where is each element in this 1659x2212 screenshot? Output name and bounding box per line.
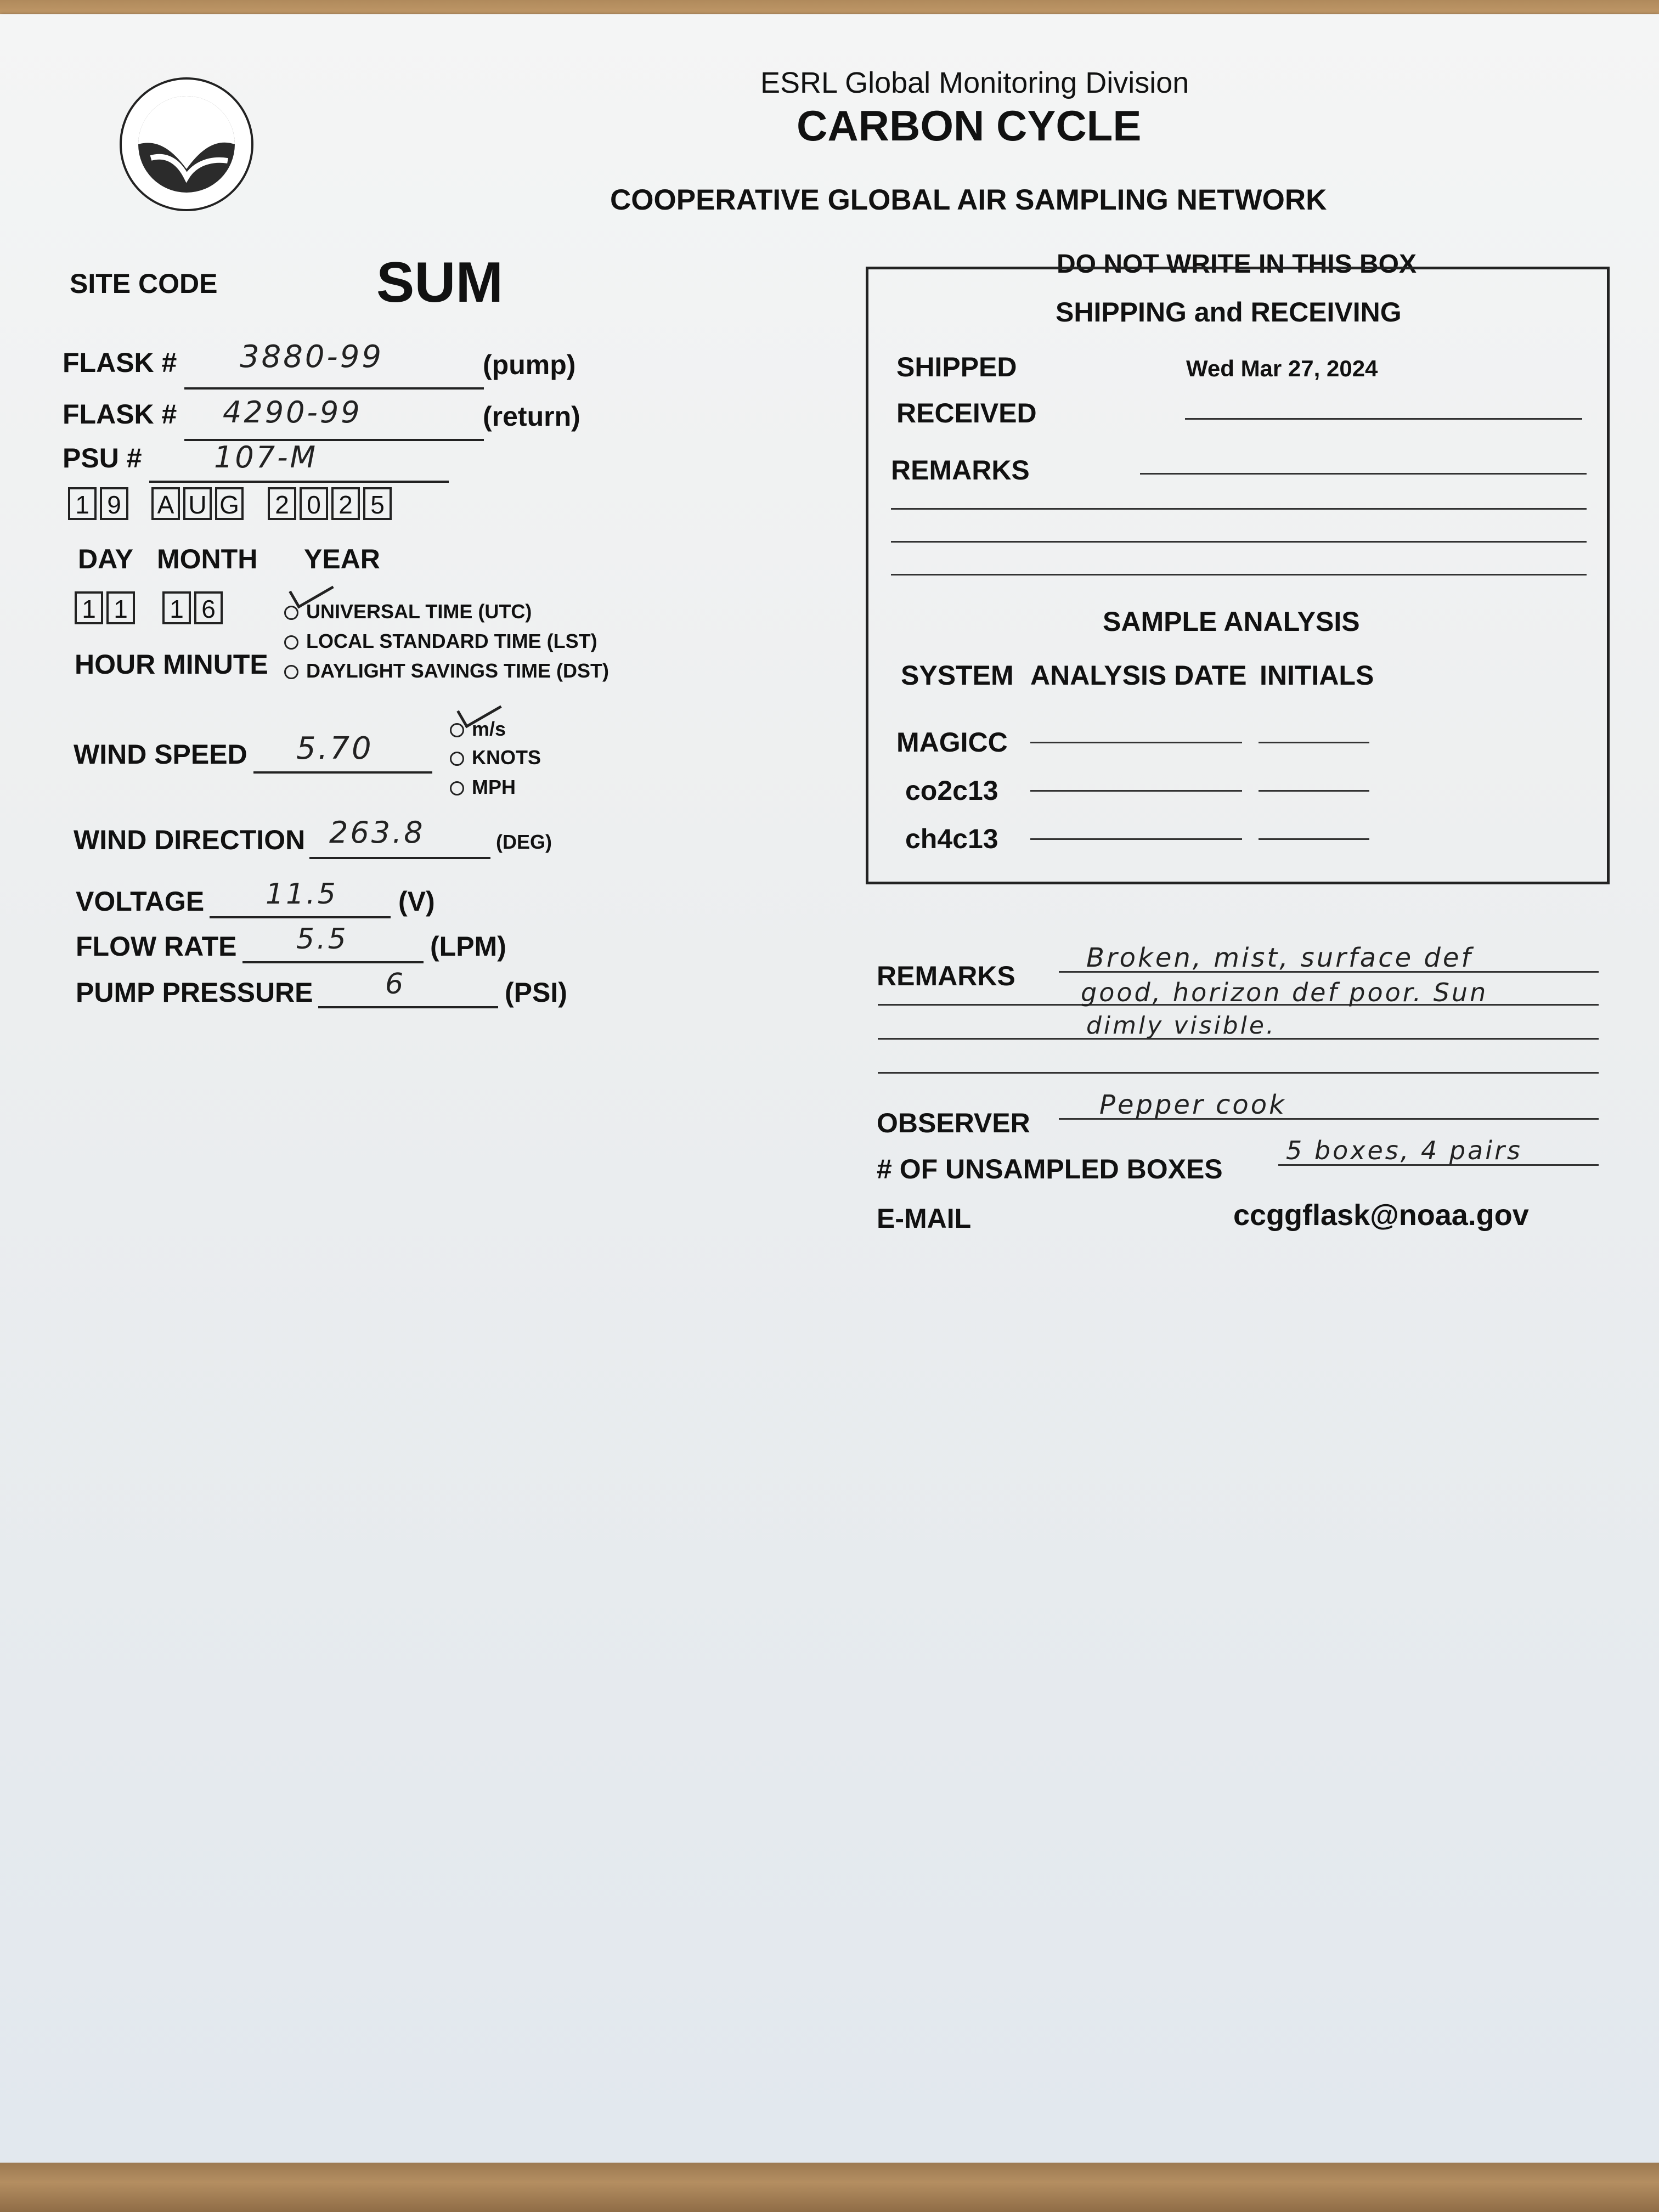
- form-sheet: [0, 14, 1659, 2163]
- flask-return-suffix: (return): [483, 401, 580, 432]
- radio-icon: [284, 606, 298, 620]
- year-digit-box[interactable]: 2: [331, 487, 360, 520]
- minute-digit-box[interactable]: 1: [162, 591, 191, 624]
- office-remarks-line-2[interactable]: [891, 488, 1587, 510]
- noaa-logo: [118, 76, 255, 213]
- wind-speed-value: 5.70: [296, 731, 374, 766]
- magicc-initials-field[interactable]: [1259, 722, 1369, 743]
- radio-icon: [450, 781, 464, 795]
- radio-icon: [284, 665, 298, 679]
- pump-pressure-value: 6: [385, 968, 406, 1001]
- co2c13-initials-field[interactable]: [1259, 770, 1369, 792]
- desk-surface: [0, 2163, 1659, 2212]
- remarks-text-1: Broken, mist, surface def: [1086, 943, 1473, 973]
- flask-pump-value: 3880-99: [240, 339, 383, 375]
- time-option-lst[interactable]: LOCAL STANDARD TIME (LST): [284, 630, 597, 653]
- voltage-label: VOLTAGE: [76, 886, 205, 917]
- flask-return-label: FLASK #: [63, 399, 177, 430]
- hour-digit-box[interactable]: 1: [75, 591, 103, 624]
- flask-return-value: 4290-99: [223, 395, 362, 430]
- voltage-unit: (V): [398, 886, 435, 917]
- year-digit-box[interactable]: 5: [363, 487, 392, 520]
- remarks-text-2: good, horizon def poor. Sun: [1081, 978, 1488, 1007]
- radio-icon: [450, 723, 464, 737]
- system-magicc: MAGICC: [896, 727, 1008, 758]
- col-system: SYSTEM: [901, 660, 1014, 691]
- radio-icon: [450, 752, 464, 766]
- observer-value: Pepper cook: [1099, 1090, 1286, 1120]
- year-label: YEAR: [304, 544, 380, 574]
- remarks-text-3: dimly visible.: [1086, 1012, 1276, 1040]
- system-ch4c13: ch4c13: [905, 823, 998, 854]
- unit-option-mph[interactable]: MPH: [450, 776, 516, 799]
- radio-icon: [284, 635, 298, 650]
- voltage-value: 11.5: [266, 878, 338, 911]
- month-char-box[interactable]: A: [151, 487, 180, 520]
- psu-value: 107-M: [214, 440, 318, 475]
- year-digit-box[interactable]: 2: [268, 487, 296, 520]
- wind-direction-unit: (DEG): [496, 831, 552, 853]
- co2c13-date-field[interactable]: [1030, 770, 1242, 792]
- month-label: MONTH: [157, 544, 258, 574]
- pump-pressure-label: PUMP PRESSURE: [76, 977, 313, 1008]
- time-option-dst[interactable]: DAYLIGHT SAVINGS TIME (DST): [284, 659, 609, 682]
- flask-pump-suffix: (pump): [483, 349, 576, 380]
- wind-direction-value: 263.8: [329, 815, 425, 850]
- site-code-label: SITE CODE: [70, 268, 218, 299]
- site-code-value: SUM: [376, 251, 504, 314]
- unit-option-knots[interactable]: KNOTS: [450, 746, 541, 769]
- pump-pressure-field[interactable]: [318, 971, 498, 1008]
- office-remarks-label: REMARKS: [891, 455, 1030, 486]
- wind-speed-label: WIND SPEED: [74, 739, 247, 770]
- day-label: DAY: [78, 544, 133, 574]
- flow-rate-value: 5.5: [296, 923, 348, 956]
- email-label: E-MAIL: [877, 1203, 972, 1234]
- month-char-box[interactable]: U: [183, 487, 212, 520]
- month-char-box[interactable]: G: [215, 487, 244, 520]
- unsampled-label: # OF UNSAMPLED BOXES: [877, 1154, 1223, 1184]
- day-digit-box[interactable]: 1: [68, 487, 97, 520]
- email-value[interactable]: ccggflask@noaa.gov: [1233, 1199, 1529, 1232]
- time-option-utc[interactable]: UNIVERSAL TIME (UTC): [284, 600, 532, 623]
- col-analysis-date: ANALYSIS DATE: [1030, 660, 1247, 691]
- flask-pump-label: FLASK #: [63, 347, 177, 378]
- received-field[interactable]: [1185, 398, 1582, 420]
- remarks-label: REMARKS: [877, 961, 1015, 991]
- shipping-receiving-title: SHIPPING and RECEIVING: [1056, 297, 1402, 328]
- office-remarks-line-1[interactable]: [1140, 453, 1587, 475]
- unit-option-ms[interactable]: m/s: [450, 718, 506, 741]
- day-digit-box[interactable]: 9: [100, 487, 128, 520]
- flow-rate-unit: (LPM): [430, 931, 506, 962]
- shipped-label: SHIPPED: [896, 352, 1017, 382]
- psu-label: PSU #: [63, 443, 142, 473]
- unsampled-value: 5 boxes, 4 pairs: [1286, 1136, 1522, 1165]
- magicc-date-field[interactable]: [1030, 722, 1242, 743]
- system-co2c13: co2c13: [905, 775, 998, 806]
- office-remarks-line-4[interactable]: [891, 554, 1587, 575]
- hour-minute-label: HOUR MINUTE: [75, 649, 268, 680]
- observer-label: OBSERVER: [877, 1108, 1030, 1138]
- division-title: ESRL Global Monitoring Division: [760, 66, 1189, 99]
- hour-digit-box[interactable]: 1: [106, 591, 135, 624]
- minute-digit-box[interactable]: 6: [194, 591, 223, 624]
- col-initials: INITIALS: [1260, 660, 1374, 691]
- ch4c13-initials-field[interactable]: [1259, 819, 1369, 840]
- remarks-line-4[interactable]: [878, 1048, 1599, 1074]
- year-digit-box[interactable]: 0: [300, 487, 328, 520]
- received-label: RECEIVED: [896, 398, 1037, 428]
- svg-text:NOAA: NOAA: [156, 111, 217, 133]
- wind-direction-label: WIND DIRECTION: [74, 825, 306, 855]
- shipped-value: Wed Mar 27, 2024: [1186, 356, 1378, 381]
- office-remarks-line-3[interactable]: [891, 521, 1587, 543]
- office-note: DO NOT WRITE IN THIS BOX: [1057, 250, 1417, 279]
- flow-rate-label: FLOW RATE: [76, 931, 237, 962]
- pump-pressure-unit: (PSI): [505, 977, 567, 1008]
- ch4c13-date-field[interactable]: [1030, 819, 1242, 840]
- program-title: CARBON CYCLE: [797, 101, 1142, 150]
- network-title: COOPERATIVE GLOBAL AIR SAMPLING NETWORK: [610, 184, 1327, 216]
- sample-analysis-title: SAMPLE ANALYSIS: [1103, 606, 1360, 637]
